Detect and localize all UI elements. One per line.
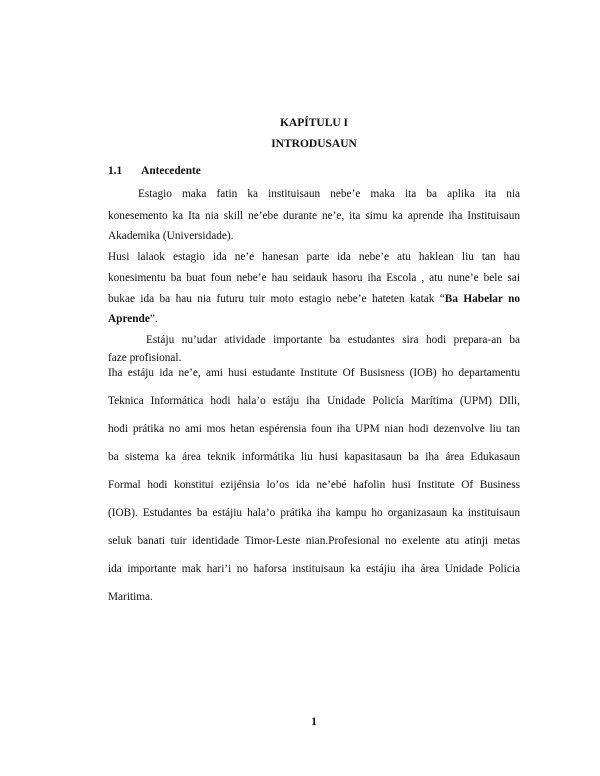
para3-line1: Estáju nu’udar atividade importante ba estudantes sira hodi prepara-an ba [146, 334, 520, 346]
para2-line4 [108, 312, 520, 326]
para4-line5: Formal hodi konstitui ezijénsia lo’os ida ne’ebé hafolin husi Institute Of Business [108, 479, 520, 491]
para1-line2: konesemento ka Ita nia skill ne’ebe durante ne’e, ita simu ka aprende iha Instituisaun [108, 210, 520, 222]
para1-line1: Estagio maka fatin ka instituisaun nebe’e maka ita ba aplika ita nia [138, 188, 520, 200]
para2-line1: Husi lalaok estagio ida ne’e hanesan parte ida nebe’e atu haklean liu tan hau [108, 251, 520, 263]
section-title: Antecedente [141, 165, 201, 177]
section-heading [108, 164, 520, 178]
para1-line3: Akademika (Universidade). [108, 230, 234, 242]
motto-close: ”. [149, 313, 158, 325]
para4-line9: Maritima. [108, 591, 153, 603]
para4-line8: ida importante mak hari’i no haforsa instituisaun ka estájiu iha área Unidade Policia [108, 563, 520, 575]
page-number: 1 [311, 716, 317, 728]
chapter-subtitle: INTRODUSAUN [271, 138, 357, 150]
para4-line4: ba sistema ka área teknik informátika liu husi kapasitasaun ba iha área Edukasaun [108, 451, 520, 463]
section-number: 1.1 [108, 165, 123, 177]
chapter-title: KAPÍTULU I [279, 117, 349, 129]
para4-line6: (IOB). Estudantes ba estájiu hala’o prátika iha kampu ho organizasaun ka instituisaun [108, 507, 520, 519]
para3-line2: faze profisional. [108, 352, 182, 364]
para4-line2: Teknica Informática hodi hala’o estáju iha Unidade Policía Marítima (UPM) DIli, [108, 395, 520, 407]
para4-line1: Iha estáju ida ne’e, ami husi estudante Institute Of Busisness (IOB) ho departamentu [108, 367, 520, 379]
para4-line3: hodi prátika no ami mos hetan espérensia foun iha UPM nian hodi dezenvolve liu tan [108, 423, 520, 435]
motto-part2: Aprende [108, 313, 150, 325]
para2-line2: konesimentu ba buat foun nebe’e hau seidauk hasoru iha Escola , atu nune’e bele sai [108, 272, 520, 284]
para4-line7: seluk banati tuir identidade Timor-Leste nian.Profesional no exelente atu atinji metas [108, 535, 520, 547]
para2-line3 [108, 292, 520, 306]
motto-part1: Ba Habelar no [444, 293, 520, 305]
para2-line3-text: bukae ida ba hau nia futuru tuir moto estagio nebe’e hateten katak “ [108, 293, 445, 305]
